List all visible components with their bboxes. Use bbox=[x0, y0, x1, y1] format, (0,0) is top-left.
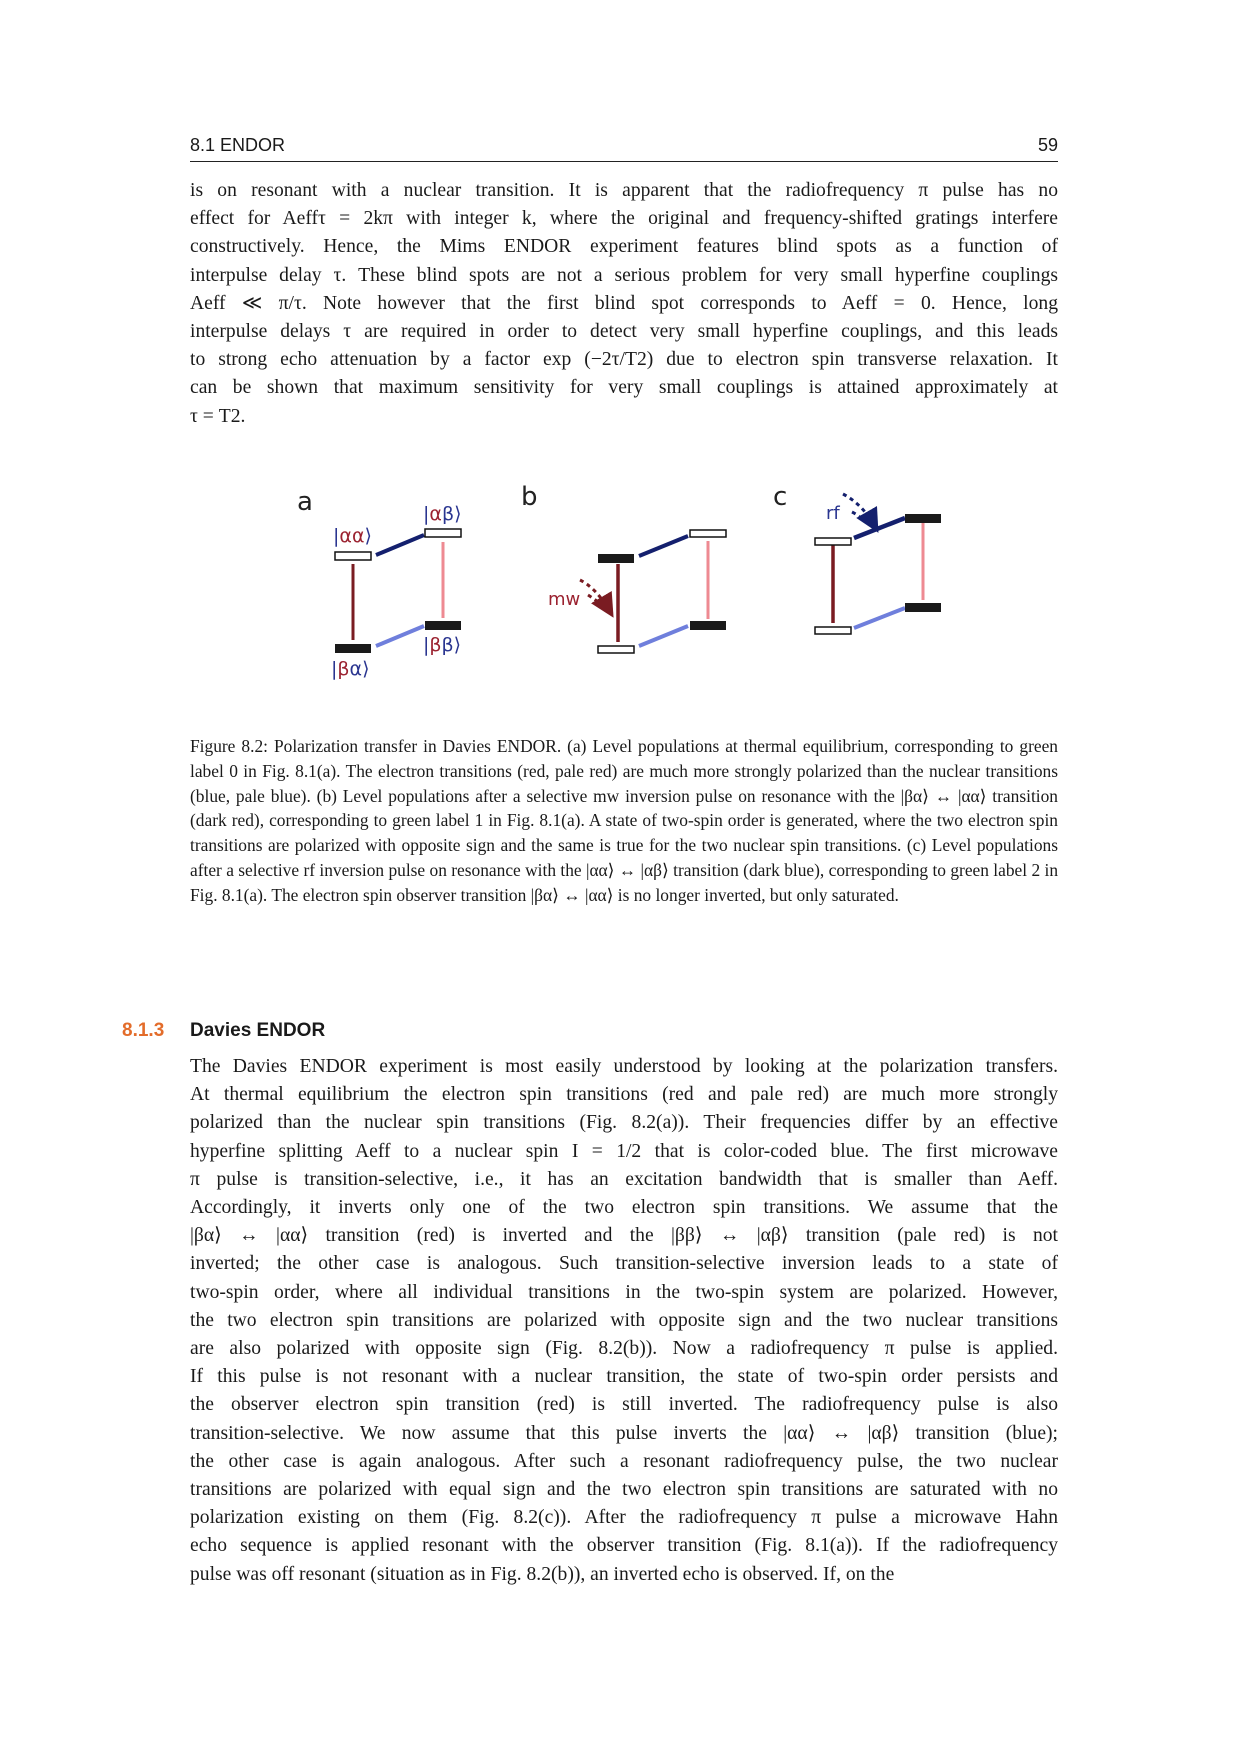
caption-text: Polarization transfer in Davies ENDOR. (a) Level populations at thermal equilibrium, corresponding to green label 0 in Fig. 8.1(a). The electron transitions (red, pale red) are much more strongly polarized than the nuclear transitions (blue, pale blue). (b) Level populations after a selective mw inversion pulse on resonance with the |βα⟩ ↔ |αα⟩ transition (dark red), corresponding to green label 1 in Fig. 8.1(a). A state of two-spin order is generated, where the two electron spin transitions are polarized with opposite sign and the same is true for the two nuclear spin transitions. (c) Level populations after a selective rf inversion pulse on resonance with the |αα⟩ ↔ |αβ⟩ transition (dark blue), corresponding to green label 2 in Fig. 8.1(a). The electron spin observer transition |βα⟩ ↔ |αα⟩ is no longer inverted, but only saturated. bbox=[190, 736, 1059, 905]
panel-a bbox=[297, 487, 461, 680]
panel-b bbox=[521, 482, 726, 653]
text-line: is on resonant with a nuclear transition. It is apparent that the radiofrequency π pulse has no bbox=[190, 180, 1058, 201]
text-line: two-spin order, where all individual transitions in the two-spin system are polarized. However, bbox=[190, 1281, 1058, 1303]
intro-paragraph bbox=[190, 177, 1058, 431]
text-line: inverted; the other case is analogous. Such transition-selective inversion leads to a state of bbox=[190, 1253, 1058, 1275]
text-line: effect for Aeffτ = 2kπ with integer k, where the original and frequency-shifted gratings interfere bbox=[190, 208, 1058, 230]
mw-label: mw bbox=[548, 589, 581, 610]
body-paragraph bbox=[190, 1053, 1058, 1589]
level-alpha-alpha bbox=[815, 538, 851, 545]
rf-label: rf bbox=[826, 503, 840, 524]
text-line: τ = T2. bbox=[190, 405, 246, 427]
figure-caption bbox=[190, 734, 1058, 908]
nuclear-transition-blue bbox=[639, 536, 688, 556]
text-line: Aeff ≪ π/τ. Note however that the first blind spot corresponds to Aeff = 0. Hence, long bbox=[190, 292, 1058, 314]
text-line: π pulse is transition-selective, i.e., it has an excitation bandwidth that is smaller than Aeff. bbox=[190, 1168, 1058, 1190]
section-number: 8.1.3 bbox=[122, 1020, 165, 1041]
text-line: interpulse delay τ. These blind spots are not a serious problem for very small hyperfine couplings bbox=[190, 264, 1058, 286]
rf-pulse-arrow-tail bbox=[852, 512, 866, 522]
level-alpha-beta bbox=[905, 514, 941, 523]
running-header bbox=[190, 135, 1058, 162]
text-line: echo sequence is applied resonant with the observer transition (Fig. 8.1(a)). If the radiofrequency bbox=[190, 1535, 1058, 1557]
text-line: |βα⟩ ↔ |αα⟩ transition (red) is inverted and the |ββ⟩ ↔ |αβ⟩ transition (pale red) is not bbox=[190, 1225, 1058, 1247]
text-line: transitions are polarized with equal sign and the two electron spin transitions are saturated with no bbox=[190, 1479, 1058, 1501]
text-line: Accordingly, it inverts only one of the two electron spin transitions. We assume that the bbox=[190, 1197, 1058, 1219]
state-label-ab: |αβ⟩ bbox=[423, 503, 462, 525]
text-line: can be shown that maximum sensitivity for very small couplings is attained approximately at bbox=[190, 377, 1058, 399]
level-alpha-beta bbox=[690, 530, 726, 537]
text-line: hyperfine splitting Aeff to a nuclear spin I = 1/2 that is color-coded blue. The first microwave bbox=[190, 1140, 1058, 1162]
section-heading bbox=[122, 1020, 325, 1042]
state-label-bb: |ββ⟩ bbox=[423, 634, 462, 656]
text-line: the observer electron spin transition (red) is still inverted. The radiofrequency pulse is also bbox=[190, 1394, 1058, 1416]
header-section-title: 8.1 ENDOR bbox=[190, 135, 286, 155]
panel-c bbox=[773, 482, 941, 634]
text-line: transition-selective. We now assume that this pulse inverts the |αα⟩ ↔ |αβ⟩ transition (blue); bbox=[190, 1422, 1058, 1444]
level-alpha-alpha bbox=[598, 554, 634, 563]
nuclear-transition-blue bbox=[854, 518, 905, 538]
level-alpha-beta bbox=[425, 529, 461, 537]
level-beta-alpha bbox=[815, 627, 851, 634]
text-line: polarized than the nuclear spin transitions (Fig. 8.2(a)). Their frequencies differ by an effective bbox=[190, 1112, 1058, 1134]
text-line: interpulse delays τ are required in order to detect very small hyperfine couplings, and this leads bbox=[190, 321, 1058, 343]
text-line: The Davies ENDOR experiment is most easily understood by looking at the polarization transfers. bbox=[190, 1056, 1058, 1077]
text-line: polarization existing on them (Fig. 8.2(c)). After the radiofrequency π pulse a microwave Hahn bbox=[190, 1507, 1058, 1529]
nuclear-transition-pale-blue bbox=[854, 608, 905, 628]
nuclear-transition-blue bbox=[376, 535, 424, 555]
state-label-aa: |αα⟩ bbox=[333, 525, 372, 547]
panel-label-b: b bbox=[521, 482, 538, 512]
panel-label-c: c bbox=[773, 482, 788, 512]
level-beta-alpha bbox=[598, 646, 634, 653]
text-line: constructively. Hence, the Mims ENDOR experiment features blind spots as a function of bbox=[190, 236, 1058, 258]
caption-label: Figure 8.2: bbox=[190, 736, 268, 756]
text-line: At thermal equilibrium the electron spin transitions (red and pale red) are much more strongly bbox=[190, 1084, 1058, 1106]
state-label-ba: |βα⟩ bbox=[331, 658, 370, 680]
panel-label-a: a bbox=[297, 487, 313, 517]
level-alpha-alpha bbox=[335, 552, 371, 560]
level-beta-beta bbox=[425, 621, 461, 630]
level-beta-alpha bbox=[335, 644, 371, 653]
figure-8-2-diagram bbox=[280, 470, 980, 690]
nuclear-transition-pale-blue bbox=[376, 626, 424, 646]
text-line: to strong echo attenuation by a factor exp (−2τ/T2) due to electron spin transverse relaxation. It bbox=[190, 349, 1058, 371]
text-line: the two electron spin transitions are polarized with opposite sign and the two nuclear transitions bbox=[190, 1309, 1058, 1331]
level-beta-beta bbox=[905, 603, 941, 612]
section-title: Davies ENDOR bbox=[190, 1020, 326, 1041]
page-number: 59 bbox=[1037, 135, 1058, 155]
text-line: If this pulse is not resonant with a nuclear transition, the state of two-spin order persists and bbox=[190, 1366, 1058, 1388]
nuclear-transition-pale-blue bbox=[639, 626, 688, 646]
text-line: the other case is again analogous. After such a resonant radiofrequency pulse, the two nuclear bbox=[190, 1450, 1058, 1472]
mw-pulse-arrow-icon bbox=[580, 580, 609, 610]
text-line: pulse was off resonant (situation as in Fig. 8.2(b)), an inverted echo is observed. If, on the bbox=[190, 1563, 895, 1585]
level-beta-beta bbox=[690, 621, 726, 630]
rf-pulse-arrow-icon bbox=[843, 494, 874, 525]
text-line: are also polarized with opposite sign (Fig. 8.2(b)). Now a radiofrequency π pulse is applied. bbox=[190, 1338, 1058, 1360]
